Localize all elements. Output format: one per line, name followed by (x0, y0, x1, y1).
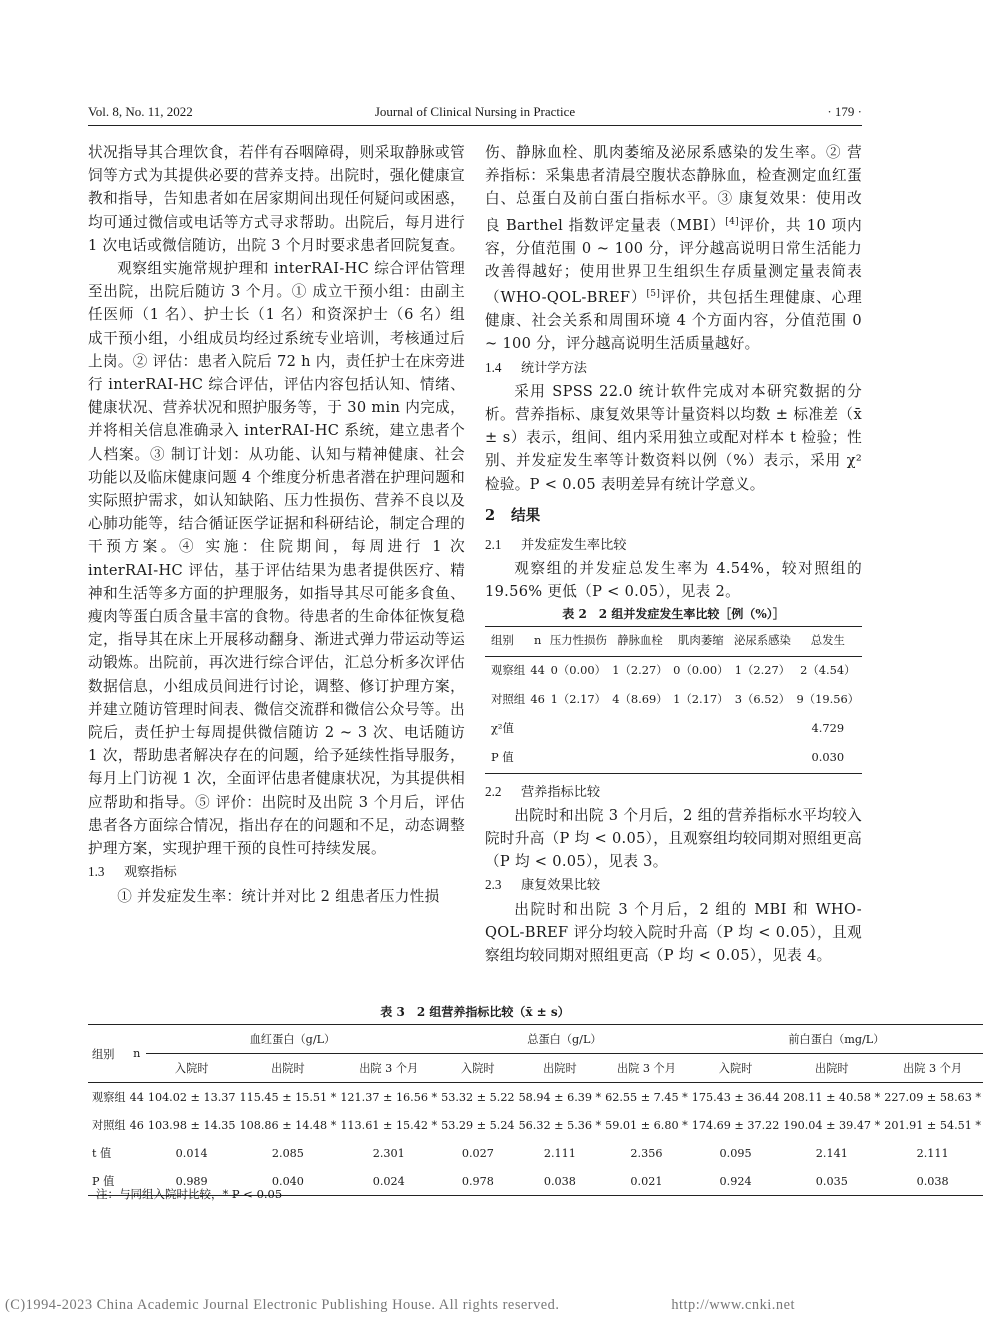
table-header-cell: 出院时 (517, 1054, 604, 1083)
table-3-grid (88, 1024, 983, 1196)
table-header-cell: 出院时 (238, 1054, 339, 1083)
journal-title: Journal of Clinical Nursing in Practice (374, 104, 576, 119)
table-3-note: 注：与同组入院时比较，* P < 0.05 (96, 1187, 283, 1201)
table-row: P 值 0.989 0.040 0.024 0.978 0.038 0.021 0.924 0.035 0.038 (92, 1174, 949, 1188)
table-2-grid (485, 626, 862, 774)
paragraph: 出院时和出院 3 个月后，2 组的 MBI 和 WHO-QOL-BREF 评分均较入院时升高（P 均 < 0.05），且观察组均较同期对照组更高（P 均 < 0.05），见表 4。 (485, 900, 862, 964)
paragraph: 观察组实施常规护理和 interRAI-HC 综合评估管理至出院，出院后随访 3 个月。① 成立干预小组：由副主任医师（1 名）、护士长（1 名）和资深护士（6 名）组成干预小组，小组成员均经过系统专业培训，考核通过后上岗。② 评估：患者入院后 72 h 内，责任护士在床旁进行 interRAI-HC 综合评估，评估内容包括认知、情绪、健康状况、营养状况和照护服务等，于 30 min 内完成，并将相关信息准确录入 interRAI-HC 系统，建立患者个人档案。③ 制订计划：从功能、认知与精神健康、社会功能以及临床健康问题 4 个维度分析患者潜在护理问题和实际照护需求，如认知缺陷、压力性损伤、营养不良以及心肺功能等，结合循证医学证据和科研结论，制定合理的干预方案。④ 实施：住院期间，每周进行 1 次 interRAI-HC 评估，基于评估结果为患者提供医疗、精神和生活等多方面的护理服务，如指导其尽可能多食鱼、瘦肉等蛋白质含量丰富的食物。待患者的生命体征恢复稳定，指导其在床上开展移动翻身、渐进式弹力带运动等运动锻炼。出院前，再次进行综合评估，汇总分析多次评估数据信息，小组成员间进行讨论，调整、修订护理方案，并建立随访管理时间表、微信交流群和微信公众号等。出院后，责任护士每周提供微信随访 2 ~ 3 次、电话随访 1 次，帮助患者解决存在的问题，给予延续性指导服务，每月上门访视 1 次，全面评估患者健康状况，为其提供相应帮助和指导。⑤ 评价：出院时及出院 3 个月后，评估患者各方面综合情况，指出存在的问题和不足，动态调整护理方案，实现护理干预的良性可持续发展。 (88, 260, 465, 858)
table-header-cell: n (128, 1025, 146, 1083)
running-header (88, 104, 862, 122)
section-heading-2-3: 2.3 康复效果比较 (485, 877, 601, 894)
header-rule (88, 125, 862, 126)
table-header-cell: 组别 (88, 1025, 128, 1083)
table-header-cell: 出院 3 个月 (338, 1054, 439, 1083)
table-row: 观察组 44 104.02 ± 13.37 115.45 ± 15.51 * 121.37 ± 16.56 * 53.32 ± 5.22 58.94 ± 6.39 * 62.55 ± 7.45 * 175.43 ± 36.44 208.11 ± 40.58 * 227.09 ± 58.63 * (92, 1090, 982, 1104)
section-heading-1-3: 1.3 观察指标 (88, 864, 177, 881)
table-row: 对照组 46 103.98 ± 14.35 108.86 ± 14.48 * 113.61 ± 15.42 * 53.29 ± 5.24 56.32 ± 5.36 * 59.01 ± 6.80 * 174.69 ± 37.22 190.04 ± 39.47 * 201.91 ± 54.51 * (92, 1118, 982, 1132)
table-group-header: 血红蛋白（g/L） (146, 1025, 439, 1054)
table-header-cell: 出院时 (781, 1054, 882, 1083)
paragraph: 状况指导其合理饮食，若伴有吞咽障碍，则采取静脉或管饲等方式为其提供必要的营养支持。出院时，强化健康宣教和指导，告知患者如在居家期间出现任何疑问或困惑，均可通过微信或电话等方式寻求帮助。出院后，每月进行 1 次电话或微信随访，出院 3 个月时要求患者回院复查。 (88, 144, 465, 254)
table-2 (485, 606, 862, 774)
table-header-cell: 肌肉萎缩 (670, 626, 731, 656)
paragraph: 观察组的并发症总发生率为 4.54%，较对照组的 19.56% 更低（P < 0.05），见表 2。 (485, 560, 862, 601)
section-heading-2-1: 2.1 并发症发生率比较 (485, 536, 627, 553)
page-number: · 179 · (827, 104, 862, 119)
table-group-header: 前白蛋白（mg/L） (690, 1025, 983, 1054)
paragraph: ① 并发症发生率：统计并对比 2 组患者压力性损 (117, 887, 440, 905)
table-row: 观察组 44 0（0.00） 1（2.27） 0（0.00） 1（2.27） 2（4.54） (491, 663, 856, 678)
table-row: χ²值 4.729 (491, 721, 845, 736)
paragraph: 出院时和出院 3 个月后，2 组的营养指标水平均较入院时升高（P 均 < 0.05），且观察组均较同期对照组更高（P 均 < 0.05），见表 3。 (485, 806, 862, 871)
table-header-cell: 出院 3 个月 (603, 1054, 690, 1083)
citation-4[interactable]: [4] (725, 216, 739, 227)
section-heading-2: 2 结果 (485, 506, 541, 524)
table-header-cell: 入院时 (439, 1054, 516, 1083)
table-row: 对照组 46 1（2.17） 4（8.69） 1（2.17） 3（6.52） 9（19.56） (491, 692, 860, 707)
table-header-cell: 组别 (485, 626, 528, 656)
table-3-caption: 表 3 2 组营养指标比较（x̄ ± s） (380, 1005, 570, 1019)
left-column (88, 141, 465, 908)
table-header-cell: 入院时 (690, 1054, 782, 1083)
table-row: P 值 0.030 (491, 750, 845, 765)
paragraph: 采用 SPSS 22.0 统计软件完成对本研究数据的分析。营养指标、康复效果等计量资料以均数 ± 标准差（x̄ ± s）表示，组间、组内采用独立或配对样本 t 检验；性别、并发症发生率等计数资料以例（%）表示，采用 χ² 检验。P < 0.05 表明差异有统计学意义。 (485, 382, 862, 493)
table-header-cell: 压力性损伤 (547, 626, 609, 656)
volume-info: Vol. 8, No. 11, 2022 (88, 104, 193, 119)
table-group-header: 总蛋白（g/L） (439, 1025, 690, 1054)
copyright-text: (C)1994-2023 China Academic Journal Electronic Publishing House. All rights reserved. (5, 1297, 560, 1313)
table-3 (88, 1004, 982, 1196)
table-header-cell: 总发生 (794, 626, 862, 656)
table-row: t 值 0.014 2.085 2.301 0.027 2.111 2.356 0.095 2.141 2.111 (92, 1146, 949, 1160)
table-2-caption: 表 2 2 组并发症发生率比较［例（%）］ (562, 606, 785, 621)
section-heading-2-2: 2.2 营养指标比较 (485, 783, 601, 800)
table-header-cell: 泌尿系感染 (731, 626, 793, 656)
section-heading-1-4: 1.4 统计学方法 (485, 359, 587, 376)
citation-5[interactable]: [5] (646, 289, 661, 300)
table-header-cell: 入院时 (146, 1054, 238, 1083)
paragraph: 伤、静脉血栓、肌肉萎缩及泌尿系感染的发生率。② 营养指标：采集患者清晨空腹状态静脉血，检查测定血红蛋白、总蛋白及前白蛋白指标水平。③ 康复效果：使用改良 Barthel 指数评定量表（MBI）[4]评价，共 10 项内容，分值范围 0 ~ 100 分，评分越高说明日常生活能力改善得越好；使用世界卫生组织生存质量测定量表简表（WHO-QOL-BREF）[5]评价，共包括生理健康、心理健康、社会关系和周围环境 4 个方面内容，分值范围 0 ~ 100 分，评分越高说明生活质量越好。 (485, 144, 863, 353)
table-header-cell: n (528, 626, 547, 656)
right-column (485, 141, 862, 967)
table-header-cell: 静脉血栓 (610, 626, 671, 656)
cnki-link[interactable]: http://www.cnki.net (671, 1297, 795, 1313)
table-header-cell: 出院 3 个月 (882, 1054, 983, 1083)
